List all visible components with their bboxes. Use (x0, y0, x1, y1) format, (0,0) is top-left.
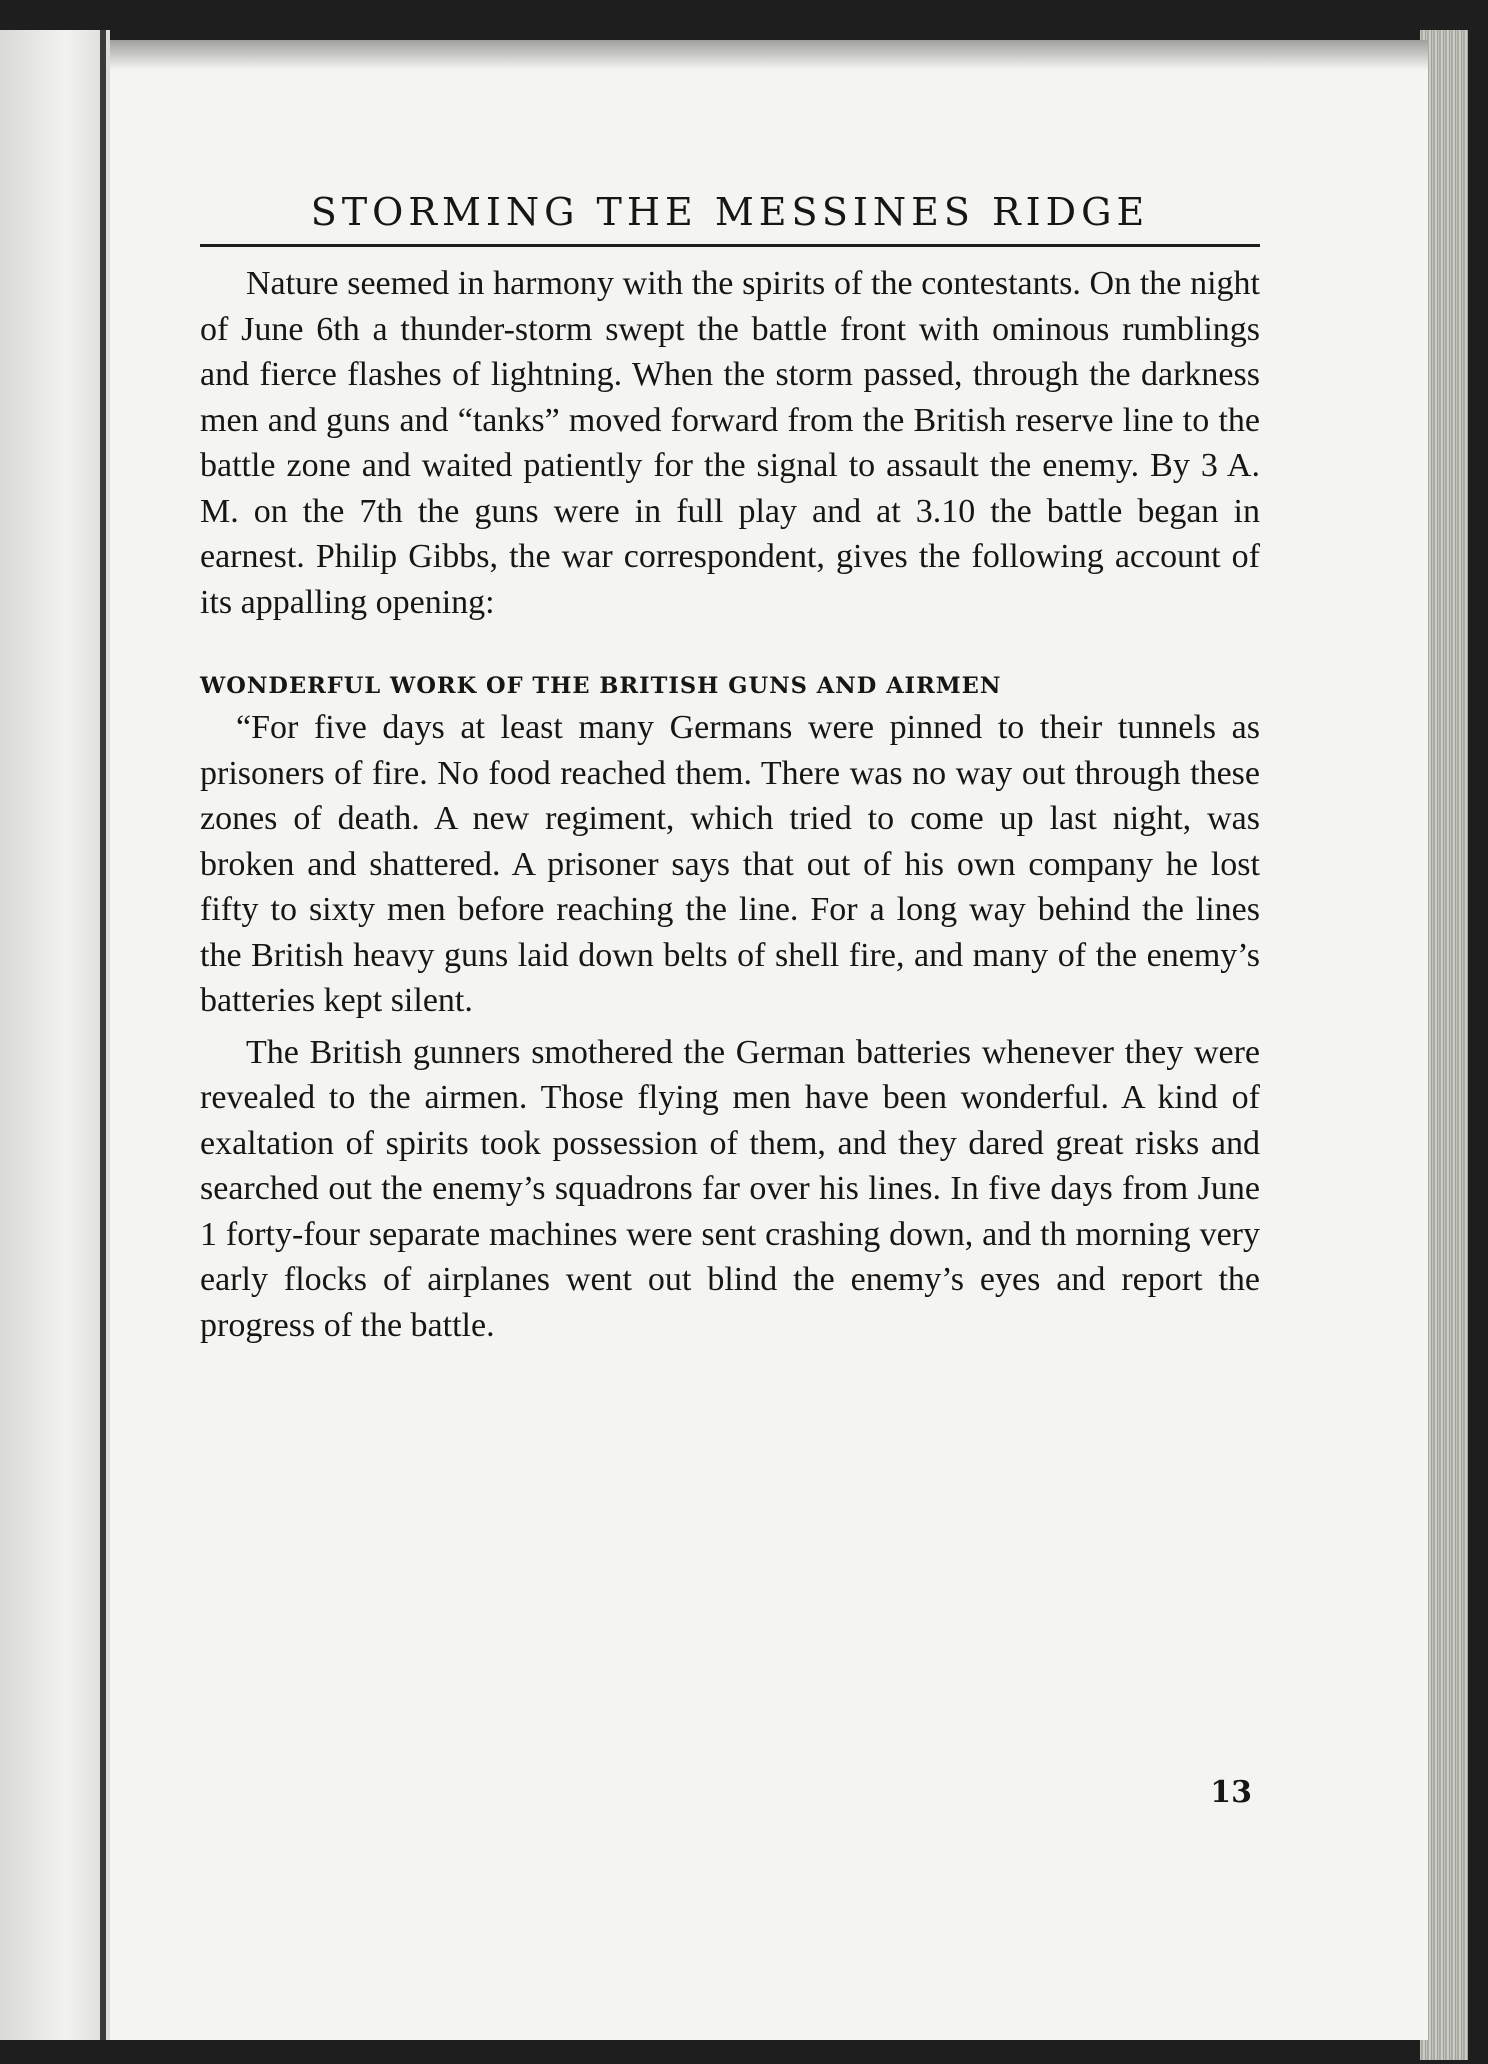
section-heading: WONDERFUL WORK OF THE BRITISH GUNS AND AIRMEN (200, 673, 1002, 699)
page-top-shadow (110, 40, 1428, 70)
page-number: 13 (1210, 1775, 1252, 1810)
body-paragraph-3: The British gunners smothered the German batteries whenever they were revealed to the airmen. Those flying men have been wonderful. A kind of exaltation of spirits took possession of them, and they dared great risks and searched out the enemy’s squadrons far over his lines. In five days from June 1 forty-four separate machines were sent crashing down, and th morning very early flocks of airplanes went out blind the enemy’s eyes and report the progress of the battle. (200, 1033, 1260, 1344)
binding-gutter (100, 30, 106, 2040)
previous-page-edge (0, 30, 110, 2040)
body-paragraph-2: “For five days at least many Germans were pinned to their tunnels as prisoners of fire. No food reached them. There was no way out through these zones of death. A new regiment, which tried to come up last night, was broken and shattered. A prisoner says that out of his own company he lost fifty to sixty men before reaching the line. For a long way behind the lines the British heavy guns laid down belts of shell fire, and many of the enemy’s batteries kept silent. (200, 709, 1260, 1019)
running-head: STORMING THE MESSINES RIDGE (200, 190, 1260, 247)
page-content (200, 190, 1260, 1810)
body-paragraph-1: Nature seemed in harmony with the spirits of the contestants. On the night of June 6th a thunder-storm swept the battle front with ominous rumblings and fierce flashes of lightning. When the storm passed, through the darkness men and guns and “tanks” moved forward from the British reserve line to the battle zone and waited patiently for the signal to assault the enemy. By 3 A. M. on the 7th the guns were in full play and at 3.10 the battle began in earnest. Philip Gibbs, the war correspondent, gives the following account of its appalling opening: (200, 265, 1260, 621)
